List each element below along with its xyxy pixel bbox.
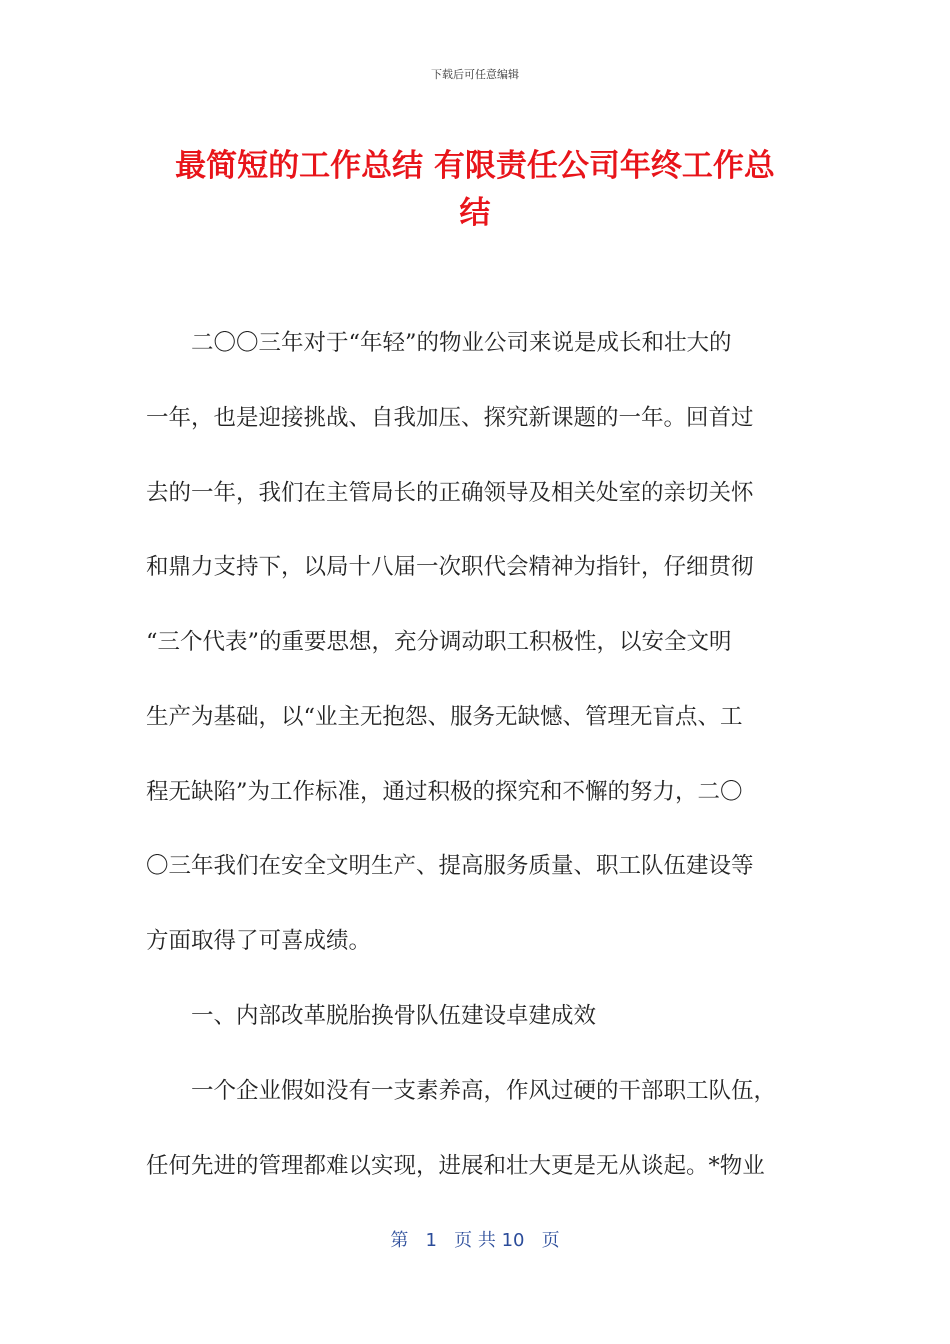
body-line: 程无缺陷”为工作标准，通过积极的探究和不懈的努力，二〇 <box>146 779 743 805</box>
body-line: 一年，也是迎接挑战、自我加压、探究新课题的一年。回首过 <box>146 405 754 431</box>
footer-total-pages: 10 <box>501 1230 525 1251</box>
footer-page-number: 1 <box>425 1230 437 1251</box>
body-line: 生产为基础，以“业主无抱怨、服务无缺憾、管理无盲点、工 <box>146 704 743 730</box>
header-note: 下载后可任意编辑 <box>431 68 519 81</box>
body-line: 方面取得了可喜成绩。 <box>146 928 372 954</box>
body-line: 一个企业假如没有一支素养高，作风过硬的干部职工队伍， <box>146 1078 777 1104</box>
body-line: 任何先进的管理都难以实现，进展和壮大更是无从谈起。*物业 <box>146 1153 765 1179</box>
body-line: 去的一年，我们在主管局长的正确领导及相关处室的亲切关怀 <box>146 480 754 506</box>
title-line-2: 结 <box>459 195 491 231</box>
body-line: “三个代表”的重要思想，充分调动职工积极性，以安全文明 <box>146 629 732 655</box>
section-heading: 一、内部改革脱胎换骨队伍建设卓建成效 <box>146 1003 597 1029</box>
body-line: 二〇〇三年对于“年轻”的物业公司来说是成长和壮大的 <box>146 330 732 356</box>
footer-label-pages: 页 <box>541 1230 560 1251</box>
footer-label-page: 第 <box>390 1230 409 1251</box>
title-line-1: 最简短的工作总结 有限责任公司年终工作总 <box>175 148 775 184</box>
body-line: 〇三年我们在安全文明生产、提高服务质量、职工队伍建设等 <box>146 853 754 879</box>
body-line: 和鼎力支持下，以局十八届一次职代会精神为指针，仔细贯彻 <box>146 554 754 580</box>
page-footer <box>0 1226 950 1252</box>
document-title <box>140 143 810 237</box>
footer-label-page-of: 页 共 <box>454 1230 496 1251</box>
